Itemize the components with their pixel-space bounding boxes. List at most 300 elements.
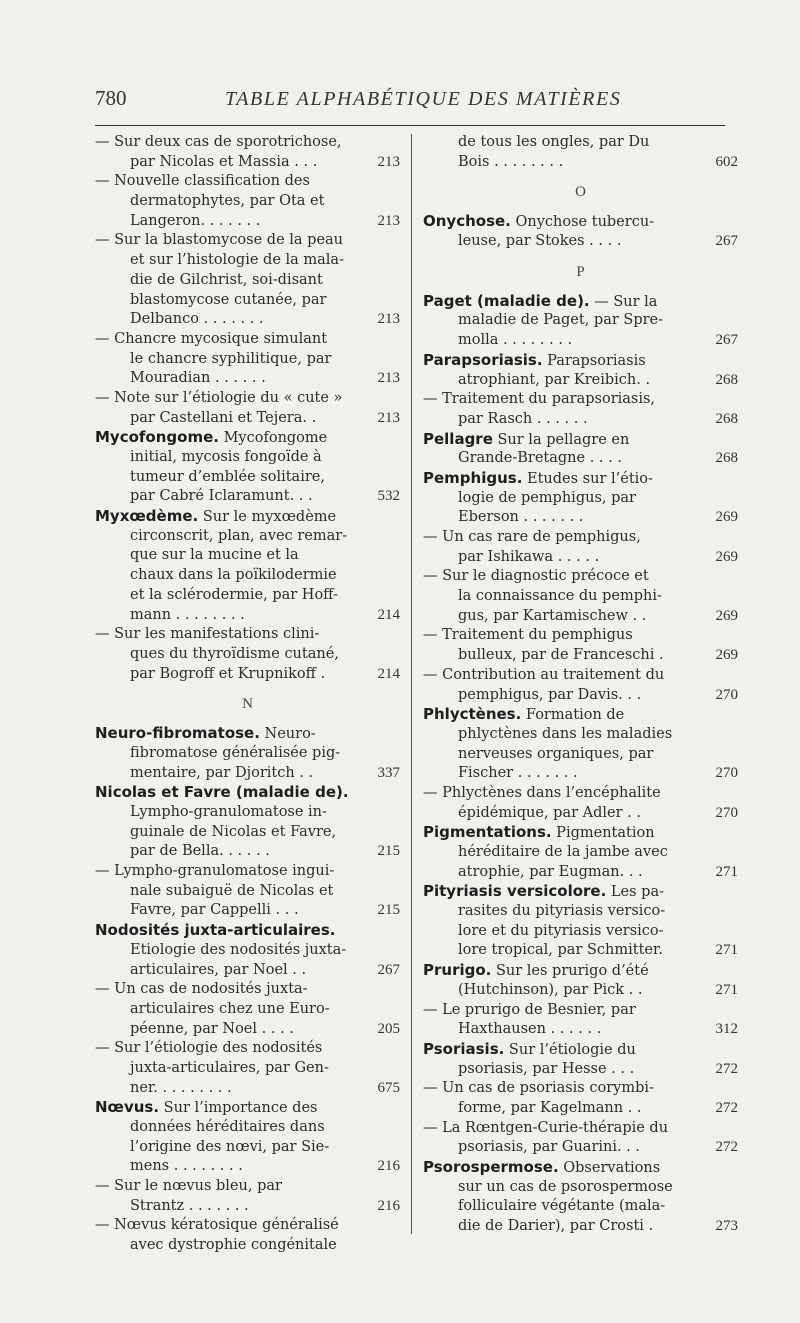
entry-text: Lympho-granulomatose in- [130,804,327,820]
page-reference: 213 [377,311,400,328]
page-reference: 214 [377,606,400,623]
index-entry [95,783,400,862]
entry-line [95,546,400,566]
entry-line [423,764,738,784]
page-reference: 602 [715,153,738,170]
entry-text: lore et du pityriasis versico- [458,922,664,939]
entry-text: Sur l’étiologie du [504,1041,636,1058]
index-entry [95,172,400,231]
entry-text: et la sclérodermie, par Hoff- [130,586,338,603]
entry-line [95,625,400,645]
page-reference: 532 [377,488,400,505]
entry-line [95,350,400,370]
entry-line [423,922,738,942]
entry-line [95,212,400,232]
entry-line [423,1040,738,1060]
index-entry [423,1040,738,1079]
entry-text: — Traitement du parapsoriasis, [423,391,656,408]
page-reference: 270 [715,804,738,821]
entry-text: dermatophytes, par Ota et [130,193,325,210]
entry-heading: Pigmentations. [423,823,552,842]
index-column-right [423,133,738,1237]
entry-text: logie de pemphigus, par [458,489,636,506]
page-header [95,86,725,120]
entry-line [95,724,400,744]
entry-line [423,331,738,351]
entry-text: Mycofongome [218,430,328,447]
entry-text: ques du thyroïdisme cutané, [130,645,339,662]
entry-text: — Phlyctènes dans l’encéphalite [423,784,661,801]
entry-line [423,410,738,430]
entry-text: Etiologie des nodosités juxta- [130,941,347,958]
entry-line [95,764,400,784]
entry-heading: Psoriasis. [423,1039,505,1058]
index-entry [95,133,400,172]
entry-text: — Un cas rare de pemphigus, [423,529,641,545]
entry-text: lore tropical, par Schmitter. [458,942,663,959]
entry-text: — Sur deux cas de sporotrichose, [95,134,342,150]
entry-line [95,231,400,251]
entry-line [95,586,400,606]
index-entry [423,626,738,665]
entry-text: — Lympho-granulomatose ingui- [95,863,335,880]
page-reference: 215 [377,902,400,919]
entry-text: mens . . . . . . . . [130,1158,243,1175]
entry-line [95,980,400,1000]
entry-line [423,1001,738,1021]
entry-line [423,311,738,331]
entry-heading: Onychose. [423,212,511,231]
entry-text: — Sur les manifestations clini- [95,626,320,643]
index-entry [423,823,738,882]
entry-line [95,803,400,823]
entry-line [423,804,738,824]
entry-line [423,607,738,627]
entry-line [423,449,738,469]
entry-text: ner. . . . . . . . . [130,1079,232,1096]
page-reference: 213 [377,212,400,229]
entry-line [423,626,738,646]
running-title: TABLE ALPHABÉTIQUE DES MATIÈRES [225,88,622,110]
entry-text: Neuro- [259,726,316,743]
page-reference: 272 [715,1060,738,1077]
index-entry [423,469,738,528]
index-entry [95,1098,400,1177]
entry-text: — Un cas de nodosités juxta- [95,981,308,998]
page-reference: 271 [715,942,738,959]
entry-heading: Nodosités juxta-articulaires. [95,921,336,940]
entry-heading: Pemphigus. [423,468,523,487]
page-reference: 267 [715,332,738,349]
entry-line [423,1020,738,1040]
header-rule [95,125,725,126]
entry-text: nale subaiguë de Nicolas et [130,882,334,899]
index-entry [95,625,400,684]
entry-line [95,744,400,764]
index-column-left [95,133,400,1256]
index-entry [423,351,738,390]
entry-text: mentaire, par Djoritch . . [130,764,314,781]
entry-text: — Note sur l’étiologie du « cute » [95,389,343,406]
entry-line [423,1217,738,1237]
entry-text: tumeur d’emblée solitaire, [130,468,325,485]
section-letter: O [575,184,586,201]
entry-text: — Sur le nœvus bleu, par [95,1178,282,1195]
entry-line [423,823,738,843]
entry-line [423,902,738,922]
entry-text: par de Bella. . . . . . [130,843,270,860]
entry-line [95,291,400,311]
index-entry [423,292,738,351]
entry-text: Fischer . . . . . . . [458,765,578,782]
entry-text: données héréditaires dans [130,1119,325,1135]
entry-text: de tous les ongles, par Du [458,134,650,150]
page-reference: 267 [715,233,738,250]
entry-text: Formation de [521,707,625,724]
entry-text: — Nœvus kératosique généralisé [95,1217,339,1234]
entry-line [95,507,400,527]
entry-text: initial, mycosis fongoïde à [130,449,322,465]
entry-text: par Cabré Iclaramunt. . . [130,488,313,505]
index-entry [423,567,738,626]
entry-heading: Pellagre [423,429,493,448]
index-entry [95,921,400,980]
entry-line [423,567,738,587]
entry-line [95,133,400,153]
page-number: 780 [95,86,127,110]
entry-text: avec dystrophie congénitale [130,1237,337,1254]
entry-text: péenne, par Noel . . . . [130,1020,294,1037]
index-entry [423,784,738,823]
entry-line [423,725,738,745]
entry-heading: Psorospermose. [423,1158,559,1176]
entry-text: par Ishikawa . . . . . [458,548,600,565]
entry-line [423,508,738,528]
entry-text: — Sur la blastomycose de la peau [95,232,344,249]
entry-line [95,448,400,468]
entry-line [423,489,738,509]
entry-text: — Un cas de psoriasis corymbi- [423,1080,654,1097]
entry-text: Sur l’importance des [159,1100,318,1117]
entry-text: mann . . . . . . . . [130,606,245,623]
entry-line [95,1059,400,1079]
entry-line [423,666,738,686]
entry-text: Haxthausen . . . . . . [458,1021,602,1038]
page-reference: 205 [377,1020,400,1037]
index-entry [95,231,400,329]
entry-text: — Contribution au traitement du [423,666,665,683]
entry-line [423,232,738,252]
entry-line [423,1099,738,1119]
entry-text: articulaires, par Noel . . [130,961,307,978]
index-entry [423,1119,738,1158]
entry-text: — Nouvelle classification des [95,173,310,190]
entry-text: blastomycose cutanée, par [130,291,327,308]
entry-line [95,251,400,271]
entry-text: l’origine des nœvi, par Sie- [130,1138,330,1155]
entry-text: Sur la pellagre en [492,431,630,448]
entry-line [95,842,400,862]
entry-line [95,1236,400,1256]
entry-line [423,1178,738,1198]
entry-text: molla . . . . . . . . [458,332,573,349]
entry-line [423,745,738,765]
index-entry [423,666,738,705]
entry-text: chaux dans la poïkilodermie [130,567,337,584]
entry-text: le chancre syphilitique, par [130,350,332,367]
entry-line [95,409,400,429]
entry-line [95,330,400,350]
entry-line [95,1177,400,1197]
entry-text: circonscrit, plan, avec remar- [130,527,348,544]
entry-line [423,961,738,981]
index-entry [95,862,400,921]
page-reference: 273 [715,1218,738,1235]
entry-line [95,1138,400,1158]
page-reference: 268 [715,371,738,388]
entry-line [423,981,738,1001]
entry-line [95,901,400,921]
page-reference: 269 [715,647,738,664]
entry-text: — Chancre mycosique simulant [95,330,328,347]
entry-line [95,389,400,409]
index-entry [423,705,738,784]
index-entry [95,724,400,783]
entry-line [95,882,400,902]
entry-line [95,468,400,488]
page-reference: 267 [377,961,400,978]
entry-line [423,1197,738,1217]
entry-text: par Bogroff et Krupnikoff . [130,665,326,682]
page-reference: 312 [715,1021,738,1038]
entry-text: Eberson . . . . . . . [458,509,584,526]
page-reference: 215 [377,843,400,860]
page-reference: 268 [715,410,738,427]
index-entry [95,1177,400,1216]
entry-line [95,645,400,665]
entry-text: la connaissance du pemphi- [458,588,662,605]
entry-line [423,430,738,450]
entry-text: Observations [558,1160,661,1176]
page-reference: 271 [715,981,738,998]
entry-text: atrophiant, par Kreibich. . [458,371,651,388]
entry-text: maladie de Paget, par Spre- [458,312,664,329]
entry-text: sur un cas de psorospermose [458,1178,673,1195]
entry-line [423,1158,738,1178]
entry-text: fibromatose généralisée pig- [130,744,341,761]
entry-line [95,527,400,547]
entry-line [95,941,400,961]
entry-line [95,271,400,291]
entry-text: Langeron. . . . . . . [130,212,261,229]
entry-line [423,843,738,863]
entry-text: leuse, par Stokes . . . . [458,233,622,250]
section-letter: N [242,696,253,713]
entry-text: par Rasch . . . . . . [458,410,588,427]
page-reference: 272 [715,1139,738,1156]
entry-heading: Prurigo. [423,961,492,980]
index-entry [95,980,400,1039]
entry-line [95,1118,400,1138]
entry-text: guinale de Nicolas et Favre, [130,823,337,840]
page-reference: 214 [377,665,400,682]
entry-line [95,566,400,586]
page-reference: 269 [715,548,738,565]
entry-text: Strantz . . . . . . . [130,1197,249,1214]
entry-line [95,1197,400,1217]
column-divider [411,134,412,1234]
entry-line [423,133,738,153]
entry-text: juxta-articulaires, par Gen- [130,1059,329,1076]
entry-text: Sur le myxœdème [198,509,337,526]
entry-text: par Nicolas et Massia . . . [130,153,318,170]
entry-text: épidémique, par Adler . . [458,804,641,821]
entry-line [423,941,738,961]
entry-line [95,862,400,882]
entry-text: que sur la mucine et la [130,547,299,564]
entry-line [95,1039,400,1059]
entry-line [423,371,738,391]
entry-line [95,1079,400,1099]
entry-text: Onychose tubercu- [510,214,655,231]
entry-line [95,1000,400,1020]
entry-line [423,705,738,725]
index-entry [95,389,400,428]
entry-text: Sur les prurigo d’été [491,963,649,980]
entry-line [95,172,400,192]
page-reference: 268 [715,450,738,467]
entry-text: Pigmentation [551,825,655,842]
entry-line [95,961,400,981]
entry-text: Grande-Bretagne . . . . [458,450,622,467]
entry-line [95,783,400,803]
entry-line [95,1157,400,1177]
entry-line [423,1060,738,1080]
entry-line [423,390,738,410]
index-entry [95,330,400,389]
entry-heading: Nœvus. [95,1098,160,1117]
entry-line [423,548,738,568]
entry-heading: Nicolas et Favre (maladie de). [95,783,349,802]
index-entry [95,1216,400,1255]
page-reference: 269 [715,509,738,526]
page-reference: 216 [377,1197,400,1214]
entry-text: et sur l’histologie de la mala- [130,252,344,269]
entry-line [95,369,400,389]
index-entry [423,528,738,567]
page-reference: 270 [715,686,738,703]
page-reference: 337 [377,764,400,781]
entry-line [423,1079,738,1099]
entry-line [423,212,738,232]
entry-line [95,487,400,507]
entry-text: Bois . . . . . . . . [458,153,564,170]
entry-text: Mouradian . . . . . . [130,370,266,387]
entry-line [423,1119,738,1139]
entry-line [95,606,400,626]
page-reference: 272 [715,1099,738,1116]
entry-heading: Mycofongome. [95,428,219,447]
entry-text: par Castellani et Tejera. . [130,409,317,426]
entry-line [95,921,400,941]
entry-line [423,863,738,883]
index-entry [423,961,738,1000]
index-entry [423,882,738,961]
entry-text: die de Darier), par Crosti . [458,1218,654,1235]
section-letter: P [576,263,585,280]
entry-text: — Sur le diagnostic précoce et [423,568,649,585]
entry-text: psoriasis, par Hesse . . . [458,1060,635,1077]
page-reference: 271 [715,863,738,880]
index-entry [95,507,400,625]
index-entry [423,212,738,251]
index-entry [423,1001,738,1040]
entry-line [95,823,400,843]
entry-text: articulaires chez une Euro- [130,1000,330,1017]
entry-text: nerveuses organiques, par [458,745,654,762]
entry-text: Favre, par Cappelli . . . [130,902,299,919]
entry-line [423,686,738,706]
index-entry [423,133,738,172]
entry-line [95,1098,400,1118]
entry-text: psoriasis, par Guarini. . . [458,1139,641,1156]
entry-heading: Pityriasis versicolore. [423,882,607,901]
entry-line [95,665,400,685]
entry-text: Etudes sur l’étio- [522,470,653,487]
entry-heading: Neuro-fibromatose. [95,724,260,743]
entry-line [95,1216,400,1236]
entry-text: — Le prurigo de Besnier, par [423,1001,636,1018]
entry-line [423,351,738,371]
entry-text: atrophie, par Eugman. . . [458,863,643,880]
page-reference: 213 [377,409,400,426]
entry-line [423,1138,738,1158]
entry-line [95,428,400,448]
entry-text: héréditaire de la jambe avec [458,844,668,860]
entry-heading: Myxœdème. [95,507,199,526]
entry-text: rasites du pityriasis versico- [458,903,666,920]
entry-text: — La Rœntgen-Curie-thérapie du [423,1119,669,1136]
entry-line [423,469,738,489]
index-entry [423,1158,738,1237]
entry-heading: Parapsoriasis. [423,350,543,369]
entry-text: Les pa- [606,884,664,901]
index-entry [95,1039,400,1098]
entry-text: die de Gilchrist, soi-disant [130,271,323,288]
entry-line [423,784,738,804]
page-reference: 675 [377,1079,400,1096]
entry-line [423,646,738,666]
index-entry [423,430,738,469]
page-reference: 270 [715,765,738,782]
entry-line [95,153,400,173]
entry-text: (Hutchinson), par Pick . . [458,981,643,998]
entry-line [423,292,738,312]
entry-line [423,587,738,607]
entry-text: — Sur la [589,293,658,310]
entry-line [423,528,738,548]
entry-text: — Traitement du pemphigus [423,627,633,644]
entry-text: — Sur l’étiologie des nodosités [95,1040,323,1057]
entry-text: gus, par Kartamischew . . [458,607,647,624]
page-reference: 216 [377,1158,400,1175]
entry-text: Delbanco . . . . . . . [130,311,264,328]
index-entry [423,1079,738,1118]
entry-line [423,153,738,173]
entry-text: phlyctènes dans les maladies [458,725,673,742]
page-reference: 213 [377,153,400,170]
entry-line [95,1020,400,1040]
